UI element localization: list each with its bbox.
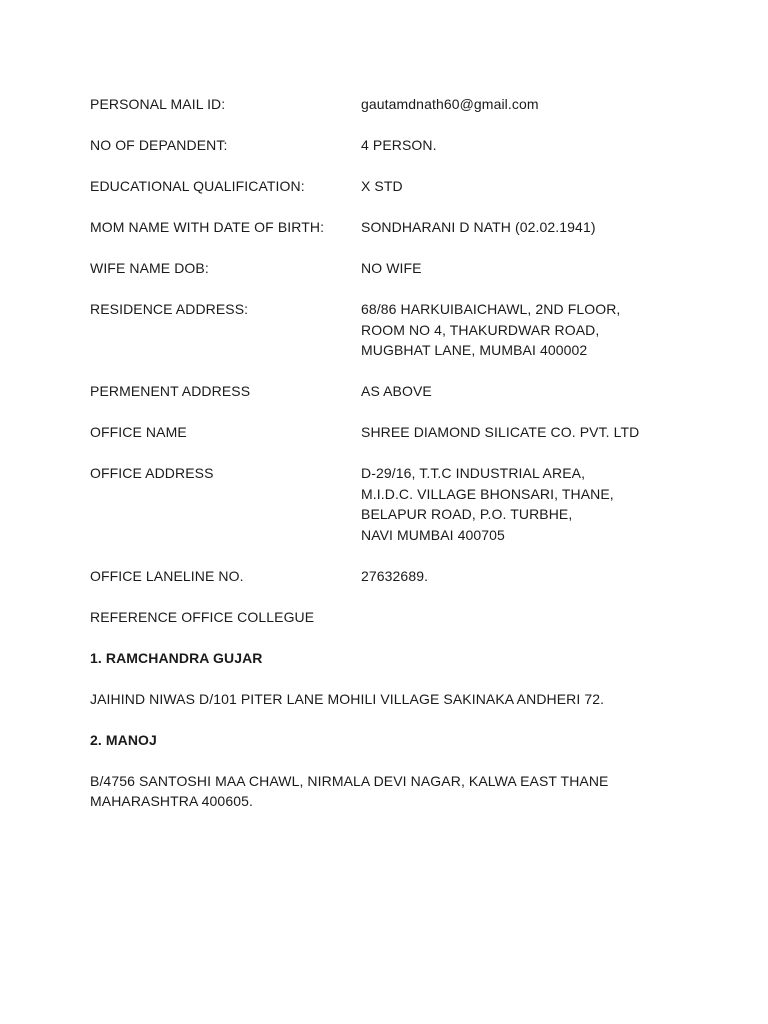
address-line: JAIHIND NIWAS D/101 PITER LANE MOHILI VILLAGE SAKINAKA ANDHERI 72. (90, 690, 605, 707)
field-label: MOM NAME WITH DATE OF BIRTH: (90, 219, 325, 235)
value-line: NO WIFE (361, 260, 422, 276)
field-label: OFFICE LANELINE NO. (90, 567, 244, 584)
value-line: 27632689. (361, 567, 429, 584)
value-line: SONDHARANI D NATH (02.02.1941) (361, 219, 596, 235)
field-label: PERSONAL MAIL ID: (90, 96, 226, 112)
field-value (361, 176, 710, 197)
field-label: OFFICE NAME (90, 424, 187, 440)
field-row-dependent (90, 135, 710, 156)
value-line: X STD (361, 178, 403, 194)
field-value (361, 217, 710, 238)
field-row-wife (90, 258, 710, 279)
field-value (361, 566, 710, 587)
document-body (90, 94, 710, 832)
reference-address (90, 689, 710, 710)
value-line: M.I.D.C. VILLAGE BHONSARI, THANE, (361, 485, 614, 502)
field-label: EDUCATIONAL QUALIFICATION: (90, 178, 305, 194)
field-label: PERMENENT ADDRESS (90, 383, 251, 399)
field-row-education (90, 176, 710, 197)
address-line: B/4756 SANTOSHI MAA CHAWL, NIRMALA DEVI NAGAR, KALWA EAST THANE (90, 772, 609, 789)
value-line: D-29/16, T.T.C INDUSTRIAL AREA, (361, 465, 586, 481)
reference-name: 1. RAMCHANDRA GUJAR (90, 649, 263, 666)
address-line: MAHARASHTRA 400605. (90, 793, 253, 809)
field-value (361, 463, 710, 545)
value-line: 4 PERSON. (361, 137, 437, 153)
value-line: BELAPUR ROAD, P.O. TURBHE, (361, 506, 573, 522)
value-line: AS ABOVE (361, 383, 432, 399)
field-value (361, 258, 710, 279)
field-label: RESIDENCE ADDRESS: (90, 301, 249, 317)
field-row-mom (90, 217, 710, 238)
value-line: SHREE DIAMOND SILICATE CO. PVT. LTD (361, 424, 640, 440)
value-line: 68/86 HARKUIBAICHAWL, 2ND FLOOR, (361, 301, 621, 317)
field-label: OFFICE ADDRESS (90, 465, 214, 481)
value-line: gautamdnath60@gmail.com (361, 96, 539, 112)
field-row-office-address (90, 463, 710, 545)
field-value (361, 299, 710, 361)
field-value (361, 94, 710, 115)
field-label: WIFE NAME DOB: (90, 260, 209, 276)
field-label: NO OF DEPANDENT: (90, 137, 228, 153)
field-value (361, 422, 710, 443)
field-value (361, 381, 710, 402)
reference-address (90, 771, 710, 812)
value-line: MUGBHAT LANE, MUMBAI 400002 (361, 342, 588, 358)
value-line: ROOM NO 4, THAKURDWAR ROAD, (361, 321, 600, 338)
reference-name: 2. MANOJ (90, 731, 157, 748)
value-line: NAVI MUMBAI 400705 (361, 526, 505, 543)
field-row-permanent (90, 381, 710, 402)
field-row-landline (90, 566, 710, 587)
field-row-residence (90, 299, 710, 361)
field-value (361, 135, 710, 156)
references-heading: REFERENCE OFFICE COLLEGUE (90, 608, 315, 625)
field-row-office-name (90, 422, 710, 443)
field-row-mail (90, 94, 710, 115)
